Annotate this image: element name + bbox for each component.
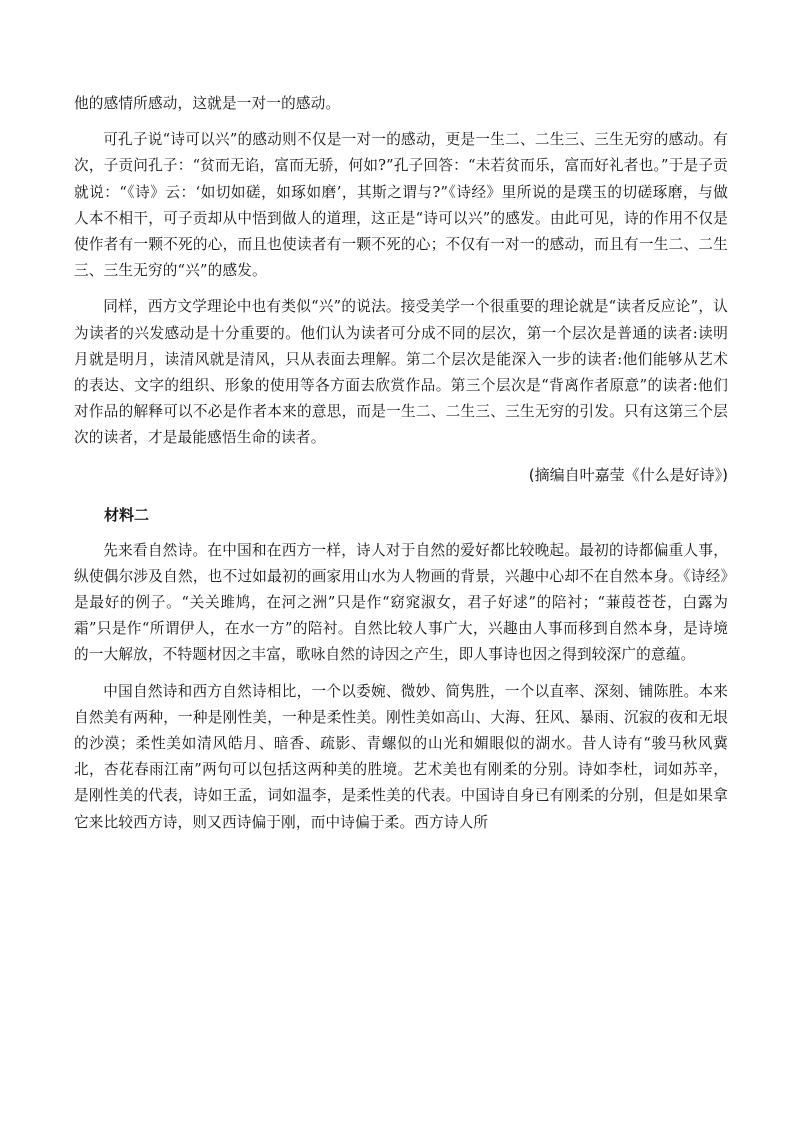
paragraph-xing-confucius: 可孔子说“诗可以兴”的感动则不仅是一对一的感动，更是一生二、二生三、三生无穷的感动。有次，子贡问孔子：“贫而无谄，富而无骄，何如?”孔子回答：“未若贫而乐，富而好礼者也。”于是子贡就说：“《诗》云：‘如切如磋，如琢如磨’，其斯之谓与?”《诗经》里所说的是璞玉的切磋琢磨，与做人本不相干，可子贡却从中悟到做人的道理，这正是“诗可以兴”的感发。由此可见，诗的作用不仅是使作者有一颗不死的心，而且也使读者有一颗不死的心；不仅有一对一的感动，而且有一生二、二生三、三生无穷的“兴”的感发。 xyxy=(74,131,728,280)
section-heading: 材料二 xyxy=(104,505,150,524)
paragraph-comparison: 中国自然诗和西方自然诗相比，一个以委婉、微妙、简隽胜，一个以直率、深刻、铺陈胜。本来自然美有两种，一种是刚性美，一种是柔性美。刚性美如高山、大海、狂风、暴雨、沉寂的夜和无垠的沙漠；柔性美如清风皓月、暗香、疏影、青螺似的山光和媚眼似的湖水。昔人诗有“骏马秋风冀北，杏花春雨江南”两句可以包括这两种美的胜境。艺术美也有刚柔的分别。诗如李杜，词如苏辛，是刚性美的代表，诗如王孟，词如温李，是柔性美的代表。中国诗自身已有刚柔的分别，但是如果拿它来比较西方诗，则又西诗偏于刚，而中诗偏于柔。西方诗人所 xyxy=(74,682,728,831)
paragraph-continuation: 他的感情所感动，这就是一对一的感动。 xyxy=(74,95,341,112)
document-page xyxy=(74,91,728,836)
source-citation: (摘编自叶嘉莹《什么是好诗》) xyxy=(528,465,728,484)
paragraph-reader-response: 同样，西方文学理论中也有类似“兴”的说法。接受美学一个很重要的理论就是“读者反应论”，认为读者的兴发感动是十分重要的。他们认为读者可分成不同的层次，第一个层次是普通的读者:读明月就是明月，读清风就是清风，只从表面去理解。第二个层次是能深入一步的读者:他们能够从艺术的表达、文字的组织、形象的使用等各方面去欣赏作品。第三个层次是“背离作者原意”的读者:他们对作品的解释可以不必是作者本来的意思，而是一生二、二生三、三生无穷的引发。只有这第三个层次的读者，才是最能感悟生命的读者。 xyxy=(74,298,728,447)
paragraph-nature-poetry: 先来看自然诗。在中国和在西方一样，诗人对于自然的爱好都比较晚起。最初的诗都偏重人事，纵使偶尔涉及自然，也不过如最初的画家用山水为人物画的背景，兴趣中心却不在自然本身。《诗经》是最好的例子。“关关雎鸠，在河之洲”只是作“窈窕淑女，君子好逑”的陪衬；“蒹葭苍苍，白露为霜”只是作“所谓伊人，在水一方”的陪衬。自然比较人事广大，兴趣由人事而移到自然本身，是诗境的一大解放，不特题材因之丰富，歌咏自然的诗因之产生，即人事诗也因之得到较深广的意蕴。 xyxy=(74,541,728,664)
